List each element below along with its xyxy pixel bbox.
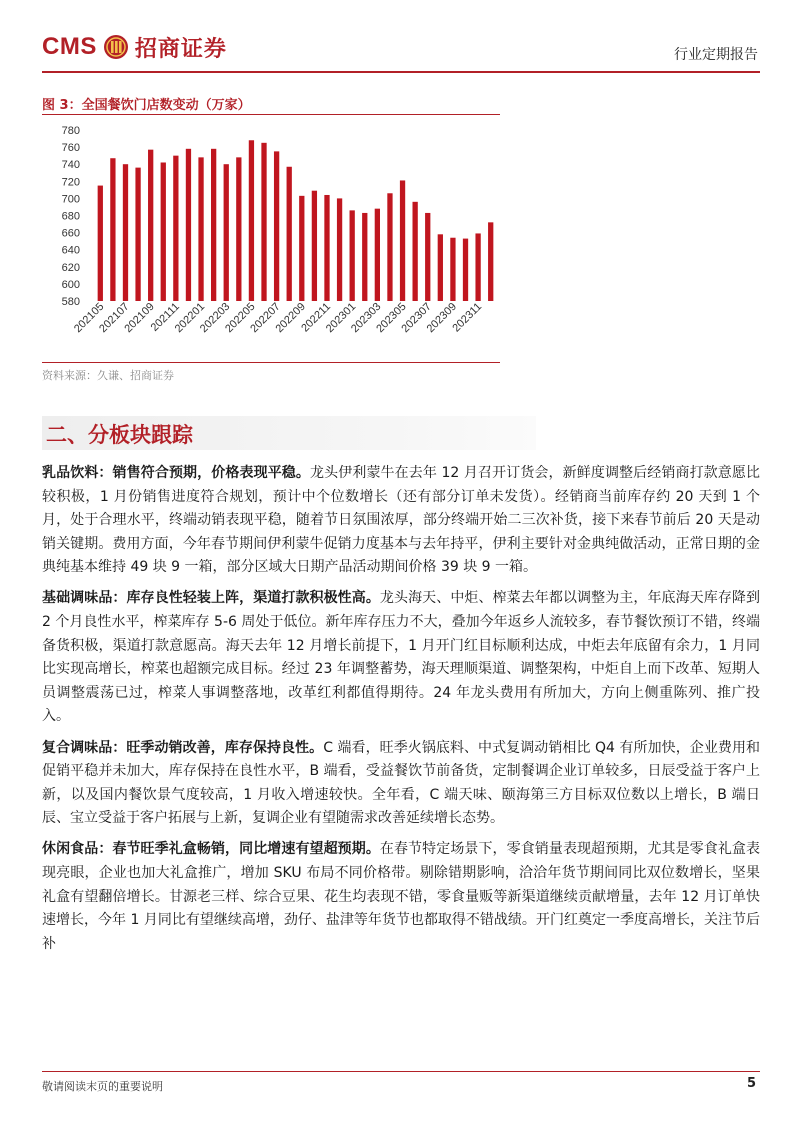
footer-divider	[42, 1071, 760, 1072]
y-tick-label: 600	[61, 278, 80, 291]
paragraph-text: C 端看，旺季火锅底料、中式复调动销相比 Q4 有所加快，企业费用和促销平稳并未加大，库存保持在良性水平，B 端看，受益餐饮节前备货，定制餐调企业订单较多，日辰受益于客户上新，以及国内餐饮景气度较高，1 月收入增速较快。全年看，C 端天味、颐海第三方目标双位数以上增长，B 端日辰、宝立受益于客户拓展与上新，复调企业有望随需求改善延续增长态势。	[42, 739, 761, 827]
bar-202205	[249, 140, 254, 301]
figure-bottom-rule	[42, 362, 500, 363]
bar-202201	[198, 157, 203, 301]
paragraph-lead: 乳品饮料：销售符合预期，价格表现平稳。	[42, 465, 311, 481]
bar-202311	[475, 233, 480, 301]
bar-202210	[312, 191, 317, 301]
section-heading	[42, 416, 536, 450]
restaurant-count-bar-chart	[42, 118, 500, 358]
logo-cms-text: CMS	[42, 33, 97, 60]
y-tick-label: 620	[61, 261, 80, 274]
page-number: 5	[746, 1076, 756, 1091]
x-tick-label: 202209	[273, 300, 308, 336]
paragraph-text: 龙头伊利蒙牛在去年 12 月召开订货会，新鲜度调整后经销商打款意愿比较积极，1 月份销售进度符合规划，预计中个位数增长（还有部分订单未发货）。经销商当前库存约 20 天到 1 个月，处于合理水平，终端动销表现平稳，随着节日氛围浓厚，部分终端开始二三次补货，接下来春节前后 20 天是动销关键期。费用方面，今年春节期间伊利蒙牛促销力度基本与去年持平，伊利主要针对金典纯做活动，正常日期的金典纯基本维持 49 块 9 一箱，部分区域大日期产品活动期间价格 39 块 9 一箱。	[42, 465, 761, 576]
bar-202111	[173, 156, 178, 301]
paragraph-compound-condiments	[42, 737, 760, 831]
header-divider	[42, 71, 760, 73]
x-tick-label: 202203	[197, 300, 233, 336]
bar-202307	[425, 213, 430, 301]
paragraph-text: 在春节特定场景下，零食销量表现超预期，尤其是零食礼盒表现亮眼，企业也加大礼盒推广，增加 SKU 布局不同价格带。剔除错期影响，洽洽年货节期间同比双位数增长，坚果礼盒有望翻倍增长。甘源老三样、综合豆果、花生均表现不错，零食量贩等新渠道继续贡献增量，去年 12 月订单快速增长，今年 1 月同比有望继续高增，劲仔、盐津等年货节也都取得不错战绩。开门红奠定一季度高增长，关注节后补	[42, 841, 761, 952]
bar-202301	[350, 210, 355, 301]
figure-top-rule	[42, 114, 500, 115]
x-tick-label: 202307	[399, 300, 434, 336]
x-tick-label: 202207	[248, 300, 283, 336]
x-tick-label: 202309	[424, 300, 460, 336]
y-tick-label: 720	[61, 176, 80, 189]
y-tick-label: 640	[61, 244, 80, 257]
bar-202302	[362, 213, 367, 301]
bar-202212	[337, 198, 342, 301]
company-logo	[42, 30, 227, 64]
bar-202305	[400, 180, 405, 301]
bar-202308	[438, 234, 443, 301]
bar-202206	[261, 143, 266, 301]
x-tick-label: 202301	[323, 300, 359, 336]
report-body	[42, 462, 760, 964]
paragraph-snacks	[42, 838, 760, 956]
bar-202312	[488, 222, 493, 301]
paragraph-lead: 基础调味品：库存良性轻装上阵，渠道打款积极性高。	[42, 590, 380, 607]
y-tick-label: 760	[61, 142, 80, 155]
bar-202106	[110, 158, 115, 301]
bar-202203	[224, 164, 229, 301]
x-tick-label: 202105	[71, 300, 107, 336]
y-tick-label: 700	[61, 193, 80, 206]
paragraph-basic-condiments	[42, 587, 760, 729]
bar-202108	[135, 168, 140, 301]
page-header	[0, 0, 802, 80]
bar-202107	[123, 164, 128, 301]
x-tick-label: 202211	[299, 300, 334, 335]
y-tick-label: 580	[61, 296, 80, 308]
bar-202209	[299, 196, 304, 301]
x-tick-label: 202303	[349, 300, 384, 336]
figure-title: 图 3：全国餐饮门店数变动（万家）	[42, 98, 251, 113]
bar-202306	[413, 202, 418, 301]
bar-202303	[375, 209, 380, 301]
bar-202110	[161, 162, 166, 301]
figure-source: 资料来源：久谦、招商证券	[42, 369, 174, 382]
bar-202310	[463, 239, 468, 301]
logo-emblem-icon	[103, 34, 129, 60]
report-type: 行业定期报告	[674, 47, 758, 63]
x-tick-label: 202109	[122, 300, 157, 336]
paragraph-lead: 休闲食品：春节旺季礼盒畅销，同比增速有望超预期。	[42, 841, 380, 858]
x-tick-label: 202111	[148, 300, 182, 334]
bar-202309	[450, 238, 455, 301]
x-tick-label: 202311	[450, 300, 485, 335]
bar-202207	[274, 151, 279, 301]
footer-disclaimer: 敬请阅读末页的重要说明	[42, 1080, 163, 1093]
bar-202304	[387, 193, 392, 301]
x-tick-label: 202305	[374, 300, 409, 336]
bar-202204	[236, 157, 241, 301]
section-title: 二、分板块跟踪	[46, 422, 193, 447]
paragraph-lead: 复合调味品：旺季动销改善，库存保持良性。	[42, 739, 324, 756]
bar-202105	[98, 186, 103, 301]
y-tick-label: 680	[61, 210, 80, 223]
x-tick-label: 202205	[223, 300, 258, 336]
bar-202208	[287, 167, 292, 301]
x-tick-label: 202201	[172, 300, 208, 336]
y-tick-label: 660	[61, 227, 80, 240]
bar-202112	[186, 149, 191, 301]
bar-202211	[324, 195, 329, 301]
paragraph-text: 龙头海天、中炬、榨菜去年都以调整为主，年底海天库存降到 2 个月良性水平，榨菜库存 5-6 周处于低位。新年库存压力不大，叠加今年返乡人流较多，春节餐饮预订不错，终端备货积极，渠道打款意愿高。海天去年 12 月增长前提下，1 月开门红目标顺利达成，中炬去年底留有余力，1 月同比实现高增长，榨菜也超额完成目标。经过 23 年调整蓄势，海天理顺渠道、调整架构，中炬自上而下改革、短期人员调整震荡已过，榨菜人事调整落地，改革红利都值得期待。24 年龙头费用有所加大，方向上侧重陈列、推广投入。	[42, 590, 761, 725]
logo-chinese-text: 招商证券	[134, 35, 227, 62]
y-tick-label: 780	[61, 125, 80, 137]
bar-202109	[148, 150, 153, 301]
paragraph-dairy	[42, 462, 760, 580]
x-tick-label: 202107	[97, 300, 132, 336]
y-tick-label: 740	[61, 159, 80, 172]
bar-202202	[211, 149, 216, 301]
